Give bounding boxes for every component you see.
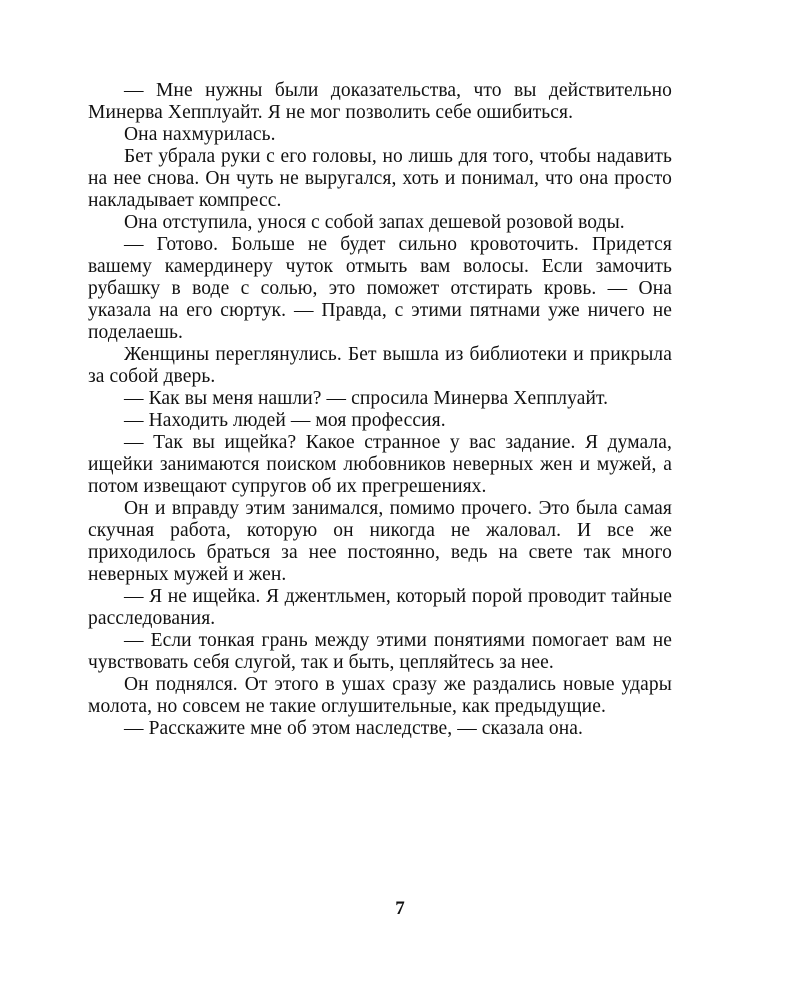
paragraph: — Находить людей — моя профессия. bbox=[124, 410, 446, 431]
paragraph: Он поднялся. От этого в ушах сразу же раздались новые удары молота, но совсем не такие оглушительные, как предыдущие. bbox=[88, 674, 672, 717]
paragraph: — Я не ищейка. Я джентльмен, который порой проводит тайные расследования. bbox=[88, 586, 672, 629]
paragraph: — Так вы ищейка? Какое странное у вас задание. Я думала, ищейки занимаются поиском любовников неверных жен и мужей, а потом извещают супругов об их прегрешениях. bbox=[88, 432, 672, 497]
paragraph: — Расскажите мне об этом наследстве, — сказала она. bbox=[124, 718, 583, 739]
paragraph: — Если тонкая грань между этими понятиями помогает вам не чувствовать себя слугой, так и быть, цепляйтесь за нее. bbox=[88, 630, 672, 673]
paragraph: Она нахмурилась. bbox=[124, 124, 276, 145]
paragraph: Бет убрала руки с его головы, но лишь для того, чтобы надавить на нее снова. Он чуть не выругался, хоть и понимал, что она просто накладывает компресс. bbox=[88, 146, 672, 211]
paragraph: — Как вы меня нашли? — спросила Минерва Хепплуайт. bbox=[124, 388, 609, 409]
paragraph: — Готово. Больше не будет сильно кровоточить. Придется вашему камердинеру чуток отмыть вам волосы. Если замочить рубашку в воде с солью, это поможет отстирать кровь. — Она указала на его сюртук. — Правда, с этими пятнами уже ничего не поделаешь. bbox=[88, 234, 672, 343]
page-number: 7 bbox=[395, 898, 405, 919]
body-text bbox=[88, 80, 672, 740]
paragraph: Женщины переглянулись. Бет вышла из библиотеки и прикрыла за собой дверь. bbox=[88, 344, 672, 387]
paragraph: — Мне нужны были доказательства, что вы действительно Минерва Хепплуайт. Я не мог позволить себе ошибиться. bbox=[88, 80, 672, 123]
paragraph: Он и вправду этим занимался, помимо прочего. Это была самая скучная работа, которую он никогда не жаловал. И все же приходилось браться за нее постоянно, ведь на свете так много неверных мужей и жен. bbox=[88, 498, 672, 585]
paragraph: Она отступила, унося с собой запах дешевой розовой воды. bbox=[124, 212, 625, 233]
